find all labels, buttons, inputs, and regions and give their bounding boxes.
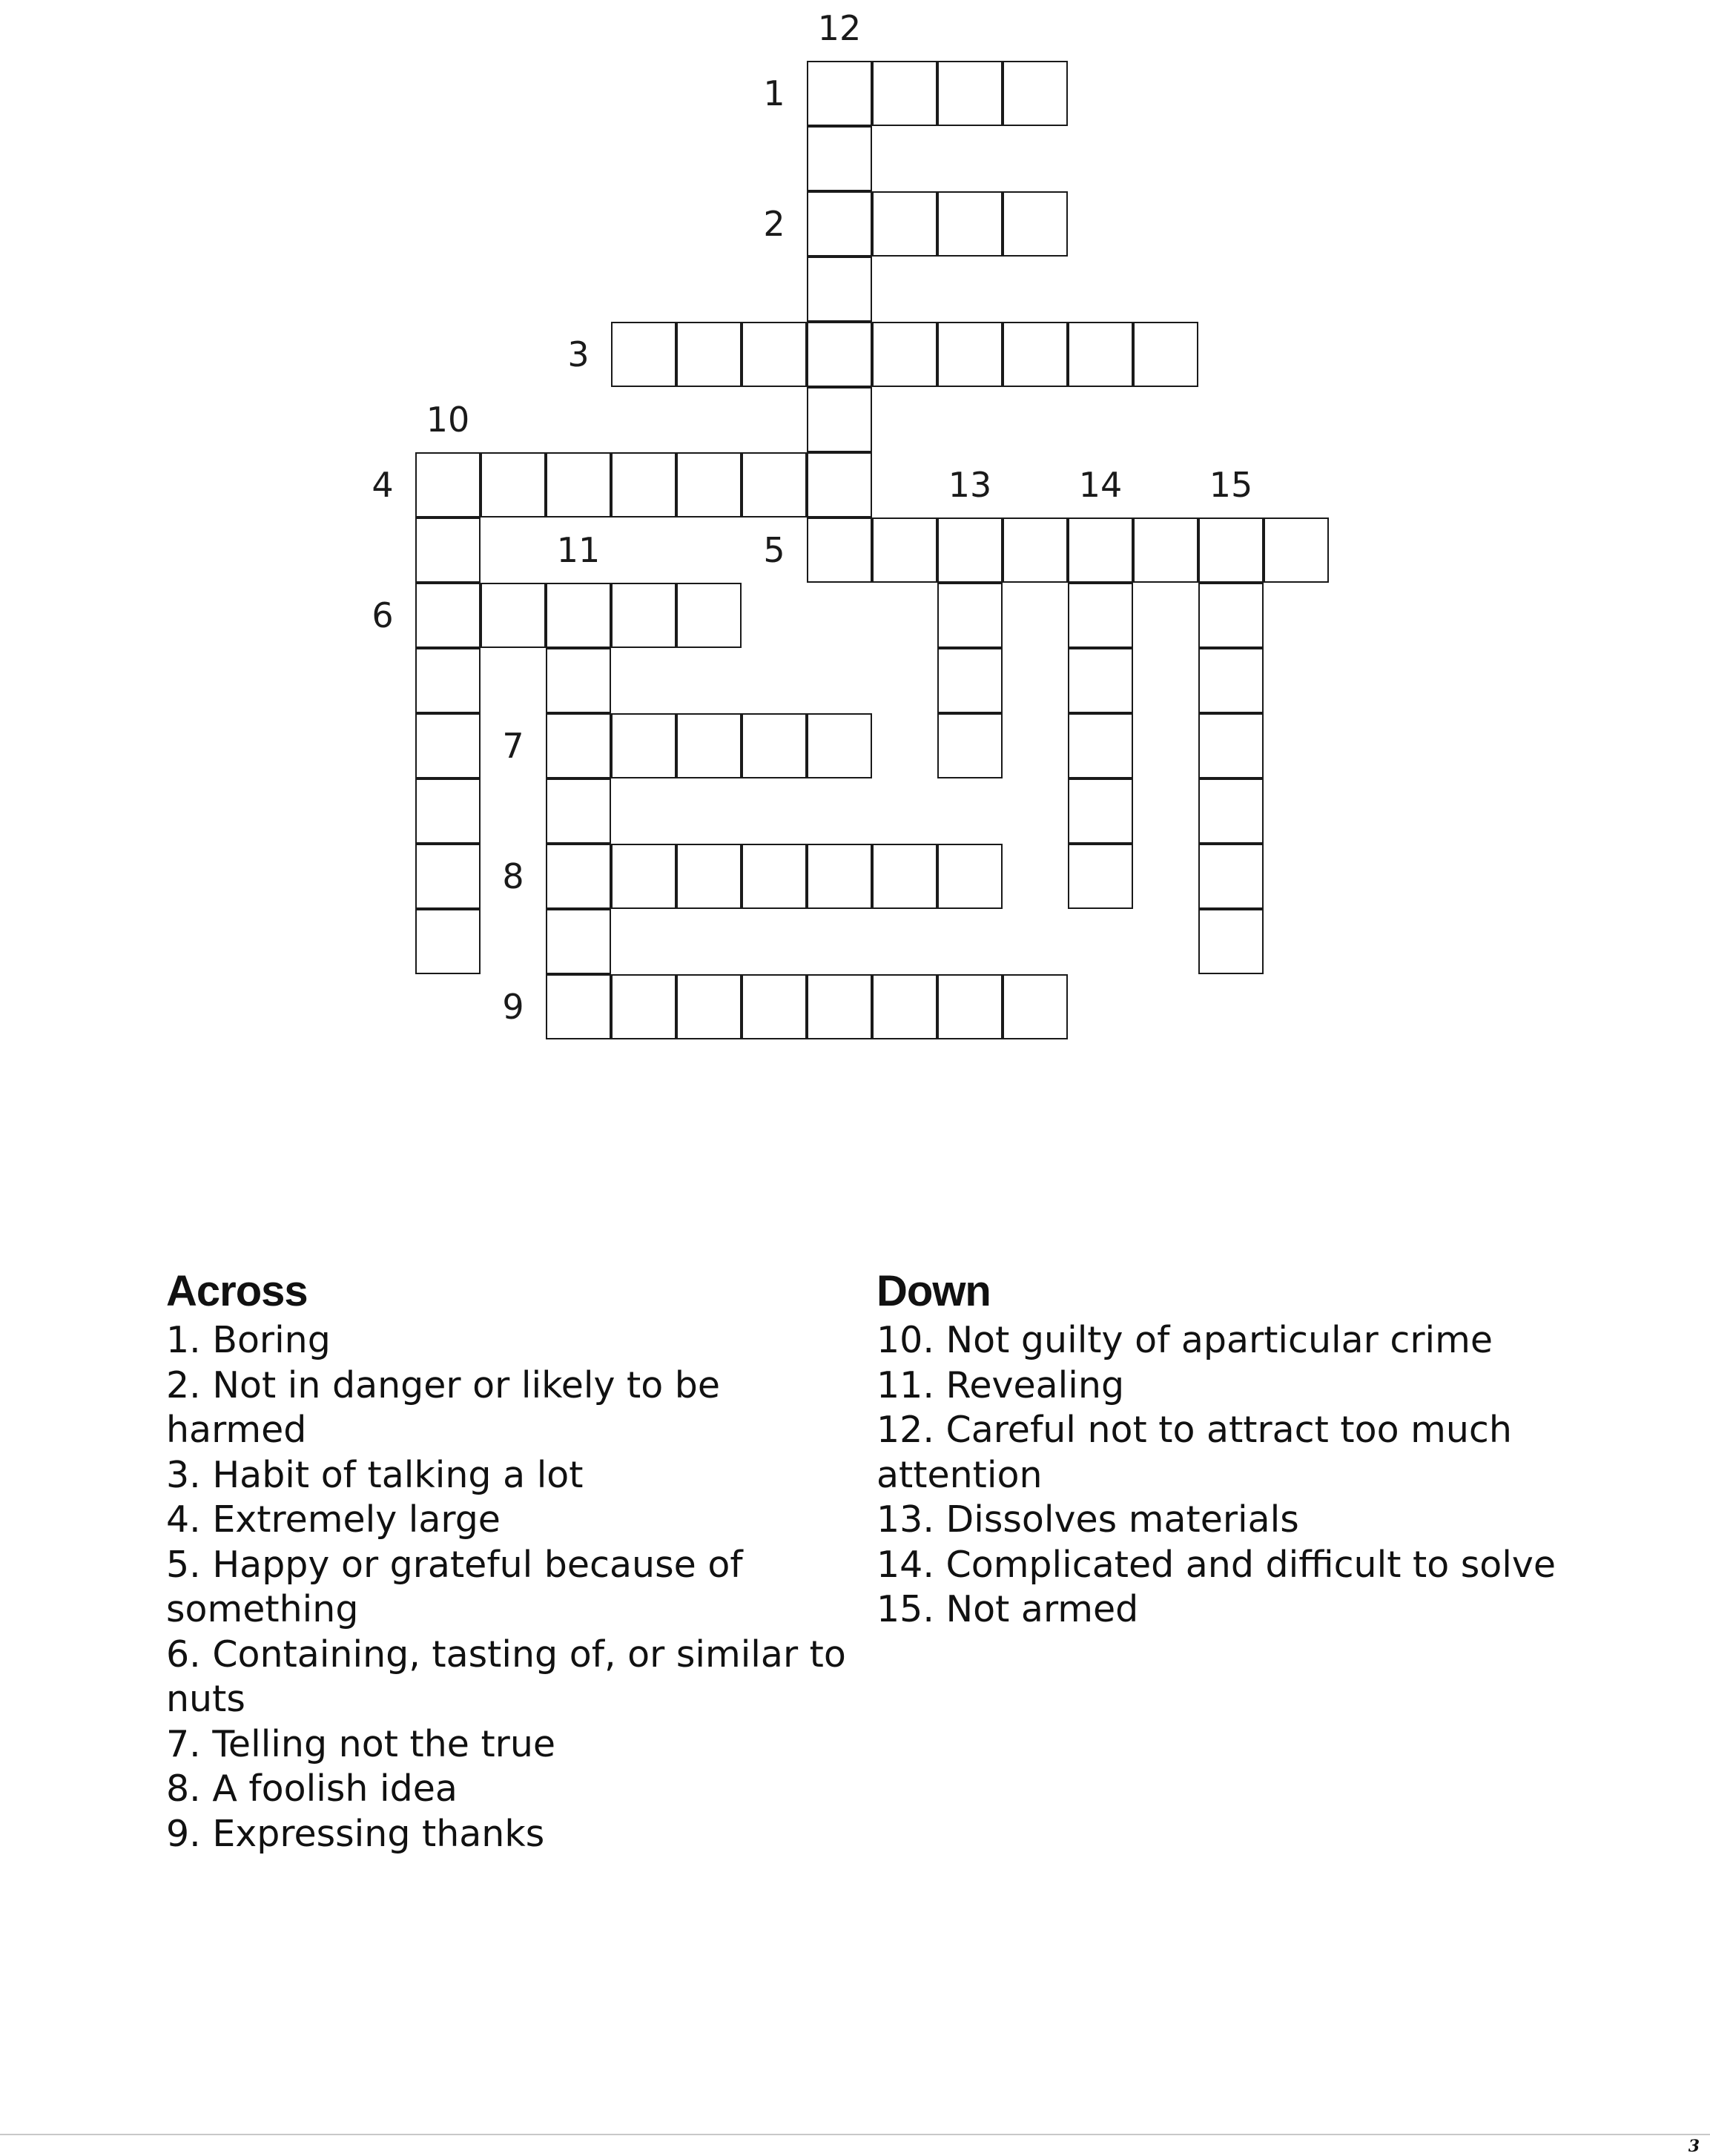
down-clue-15: 15. Not armed bbox=[877, 1588, 1139, 1630]
crossword-cell[interactable] bbox=[807, 452, 872, 517]
clue-number-13: 13 bbox=[948, 465, 992, 505]
crossword-cell[interactable] bbox=[937, 517, 1003, 583]
across-clue-4: 4. Extremely large bbox=[166, 1498, 501, 1541]
crossword-cell[interactable] bbox=[676, 974, 742, 1039]
clue-number-5: 5 bbox=[763, 530, 785, 570]
down-clue-14: 14. Complicated and difficult to solve bbox=[877, 1543, 1557, 1586]
down-clue-13: 13. Dissolves materials bbox=[877, 1498, 1299, 1541]
down-clue-11: 11. Revealing bbox=[877, 1363, 1125, 1406]
across-clue-list bbox=[166, 1318, 863, 1856]
crossword-cell[interactable] bbox=[611, 322, 676, 387]
crossword-cell[interactable] bbox=[1003, 517, 1068, 583]
clue-number-2: 2 bbox=[763, 204, 785, 244]
crossword-cell[interactable] bbox=[676, 322, 742, 387]
crossword-cell[interactable] bbox=[415, 909, 481, 974]
crossword-cell[interactable] bbox=[1198, 713, 1264, 778]
crossword-cell[interactable] bbox=[807, 61, 872, 126]
crossword-cell[interactable] bbox=[1068, 844, 1133, 909]
crossword-cell[interactable] bbox=[1003, 61, 1068, 126]
crossword-cell[interactable] bbox=[937, 713, 1003, 778]
crossword-cell[interactable] bbox=[872, 322, 937, 387]
clues-section bbox=[166, 1265, 1575, 1855]
across-clue-6: 6. Containing, tasting of, or similar to nuts bbox=[166, 1633, 846, 1720]
crossword-cell[interactable] bbox=[1068, 778, 1133, 844]
clue-number-7: 7 bbox=[502, 726, 524, 766]
crossword-cell[interactable] bbox=[1003, 974, 1068, 1039]
crossword-cell[interactable] bbox=[546, 909, 611, 974]
across-clue-9: 9. Expressing thanks bbox=[166, 1812, 545, 1855]
crossword-cell[interactable] bbox=[546, 844, 611, 909]
across-clue-2: 2. Not in danger or likely to be harmed bbox=[166, 1363, 721, 1451]
crossword-cell[interactable] bbox=[611, 974, 676, 1039]
crossword-cell[interactable] bbox=[611, 713, 676, 778]
crossword-cell[interactable] bbox=[1068, 322, 1133, 387]
crossword-cell[interactable] bbox=[742, 844, 807, 909]
page-number: 3 bbox=[1688, 2137, 1700, 2156]
clue-number-11: 11 bbox=[556, 530, 601, 570]
crossword-cell[interactable] bbox=[611, 844, 676, 909]
clue-number-15: 15 bbox=[1209, 465, 1253, 505]
crossword-cell[interactable] bbox=[415, 517, 481, 583]
crossword-cell[interactable] bbox=[546, 974, 611, 1039]
crossword-cell[interactable] bbox=[676, 452, 742, 517]
clue-number-9: 9 bbox=[502, 987, 524, 1027]
crossword-cell[interactable] bbox=[937, 322, 1003, 387]
clue-number-4: 4 bbox=[372, 465, 394, 505]
crossword-cell[interactable] bbox=[807, 974, 872, 1039]
down-column bbox=[877, 1265, 1559, 1633]
clue-number-1: 1 bbox=[763, 73, 785, 113]
crossword-cell[interactable] bbox=[1003, 191, 1068, 257]
crossword-cell[interactable] bbox=[546, 452, 611, 517]
crossword-cell[interactable] bbox=[415, 583, 481, 648]
across-clue-3: 3. Habit of talking a lot bbox=[166, 1453, 584, 1496]
crossword-cell[interactable] bbox=[481, 452, 546, 517]
crossword-cell[interactable] bbox=[872, 974, 937, 1039]
crossword-cell[interactable] bbox=[1068, 583, 1133, 648]
crossword-cell[interactable] bbox=[1133, 517, 1198, 583]
crossword-cell[interactable] bbox=[937, 844, 1003, 909]
crossword-cell[interactable] bbox=[937, 974, 1003, 1039]
crossword-cell[interactable] bbox=[546, 648, 611, 713]
crossword-cell[interactable] bbox=[1198, 844, 1264, 909]
crossword-cell[interactable] bbox=[807, 517, 872, 583]
crossword-cell[interactable] bbox=[872, 191, 937, 257]
crossword-cell[interactable] bbox=[807, 713, 872, 778]
crossword-cell[interactable] bbox=[1068, 713, 1133, 778]
crossword-cell[interactable] bbox=[1068, 517, 1133, 583]
crossword-cell[interactable] bbox=[1198, 517, 1264, 583]
across-clue-8: 8. A foolish idea bbox=[166, 1768, 458, 1810]
crossword-cell[interactable] bbox=[872, 844, 937, 909]
crossword-cell[interactable] bbox=[807, 387, 872, 452]
clue-number-12: 12 bbox=[817, 8, 862, 48]
crossword-cell[interactable] bbox=[415, 452, 481, 517]
crossword-cell[interactable] bbox=[937, 648, 1003, 713]
footer-divider bbox=[0, 2134, 1710, 2135]
crossword-cell[interactable] bbox=[1198, 909, 1264, 974]
across-clue-7: 7. Telling not the true bbox=[166, 1722, 556, 1765]
crossword-cell[interactable] bbox=[1198, 583, 1264, 648]
crossword-cell[interactable] bbox=[872, 517, 937, 583]
crossword-cell[interactable] bbox=[937, 583, 1003, 648]
across-clue-1: 1. Boring bbox=[166, 1319, 331, 1361]
crossword-cell[interactable] bbox=[481, 583, 546, 648]
crossword-cell[interactable] bbox=[807, 126, 872, 191]
crossword-cell[interactable] bbox=[1198, 778, 1264, 844]
crossword-cell[interactable] bbox=[415, 778, 481, 844]
down-clue-10: 10. Not guilty of aparticular crime bbox=[877, 1319, 1493, 1361]
crossword-cell[interactable] bbox=[1068, 648, 1133, 713]
crossword-cell[interactable] bbox=[1133, 322, 1198, 387]
crossword-cell[interactable] bbox=[676, 583, 742, 648]
crossword-cell[interactable] bbox=[415, 713, 481, 778]
crossword-cell[interactable] bbox=[742, 322, 807, 387]
crossword-cell[interactable] bbox=[1264, 517, 1329, 583]
clue-number-8: 8 bbox=[502, 856, 524, 896]
crossword-cell[interactable] bbox=[546, 583, 611, 648]
crossword-cell[interactable] bbox=[872, 61, 937, 126]
crossword-cell[interactable] bbox=[807, 257, 872, 322]
crossword-cell[interactable] bbox=[807, 322, 872, 387]
crossword-cell[interactable] bbox=[937, 191, 1003, 257]
crossword-cell[interactable] bbox=[1003, 322, 1068, 387]
clue-number-6: 6 bbox=[372, 595, 394, 635]
crossword-cell[interactable] bbox=[937, 61, 1003, 126]
crossword-cell[interactable] bbox=[742, 713, 807, 778]
across-heading: Across bbox=[166, 1267, 308, 1315]
crossword-cell[interactable] bbox=[415, 844, 481, 909]
down-clue-list bbox=[877, 1318, 1559, 1633]
crossword-cell[interactable] bbox=[546, 713, 611, 778]
crossword-cell[interactable] bbox=[807, 844, 872, 909]
crossword-cell[interactable] bbox=[1198, 648, 1264, 713]
down-heading: Down bbox=[877, 1267, 991, 1315]
crossword-cell[interactable] bbox=[676, 844, 742, 909]
across-column bbox=[166, 1265, 863, 1856]
clue-number-3: 3 bbox=[567, 334, 590, 374]
crossword-cell[interactable] bbox=[676, 713, 742, 778]
crossword-cell[interactable] bbox=[546, 778, 611, 844]
crossword-cell[interactable] bbox=[742, 974, 807, 1039]
crossword-cell[interactable] bbox=[807, 191, 872, 257]
crossword-cell[interactable] bbox=[415, 648, 481, 713]
clue-number-14: 14 bbox=[1078, 465, 1123, 505]
clue-number-10: 10 bbox=[426, 400, 470, 440]
crossword-cell[interactable] bbox=[611, 452, 676, 517]
crossword-cell[interactable] bbox=[742, 452, 807, 517]
across-clue-5: 5. Happy or grateful because of something bbox=[166, 1543, 743, 1630]
down-clue-12: 12. Careful not to attract too much attention bbox=[877, 1409, 1512, 1496]
crossword-cell[interactable] bbox=[611, 583, 676, 648]
